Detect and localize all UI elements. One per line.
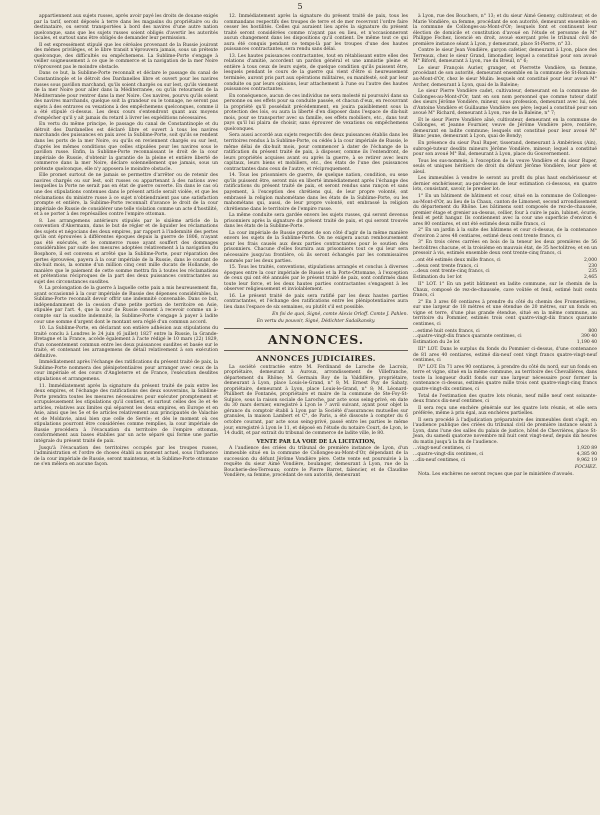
estimate-label: ...dix-neuf centimes, ci [413,457,466,463]
paragraph: 10. La Sublime-Porte, en déclarant son entière adhésion aux stipulations du traité conclu à Londres le 24 juin (6 juillet) 1827 entre la Russie, la Grande-Bretagne et la France, accède également à l'acte rédigé le 10 mars (22) 1829, d'un consentement commun entre les deux puissances susdites et basée sur le traité, et contenant les arrangemens de détail relativement à son exécution définitive. [34,326,218,359]
estimate-value: 4,385 90 [576,452,597,458]
paragraph: Immédiatement après l'échange des ratifications du présent traité de paix, la Sublime-Porte nommera des plénipotentiaires pour arranger avec ceux de la cour impériale et des cours d'Angleterre et de France, l'exécution desdites stipulations et arrangemens. [34,360,218,382]
paragraph: Le sieur François Aurier, granger, et Pierrette Vondière, sa femme, procédant de son autorité, demeurant ensemble en la commune de St-Romain-au-Mont-d'Or, chez le sieur Mulin: lesquels ont constitué pour leur avoué M° Archer, demeurant à Lyon, quai de la Baleine; [413,65,597,88]
paragraph: Il sera reçu une enchère générale sur les quatre lots réunis, et elle sera préférée, même à prix égal, aux enchères partielles. [413,405,597,417]
column-1 [34,14,218,469]
estimate-value: 800 [588,328,597,334]
paragraph: appartiennent aux sujets russes, après avoir payé les droits de douane exigés par la tarif, seront déposés à terre dans les magasins du propriétaire ou du destinataire, ou seront transportées à bord des navires d'une autre nation quelconque, sans que les sujets russes soient obligés d'avertir les autorités locales, et surtout sans être obligés de demander leur permission. [34,14,218,42]
paragraph: 11. Immédiatement après la signature du présent traité de paix entre les deux empires, et l'échange des ratifications des deux souverains, la Sublime-Porte prendra toutes les mesures nécessaires pour exécuter promptement et scrupuleusement les stipulations qu'il contient, et surtout celles des 3e et 4e articles, relatives aux limites qui séparent les deux empires, en Europe et en Asie, ainsi que les 5e et 6e articles relativement aux principautés de Valachie et de Moldavie, ainsi bien que celle de Servie; et dès le moment où ces stipulations pourront être considérées comme remplies, la cour impériale de Russie procédera à l'évacuation du territoire de l'empire ottoman, conformément aux bases établies par un acte séparé qui forme une partie intégrale du présent traité de paix. [34,383,218,445]
paragraph: II° LOT. 1° En un petit bâtiment en ladite commune, sur le chemin de la Chaux, composé de rez-de-chaussée, cave voûtée et fenil, estimé huit cents francs, ci [413,282,597,299]
estimate-label: Estimation du 1er lot [413,274,462,280]
annonces-heading: ANNONCES. [267,331,365,347]
signoff-2: En vertu du pouvoir, Signé, Dédichter Sadaïkansky. [256,318,376,324]
estimate-value: 230 [588,263,597,269]
paragraph: III° LOT. Dans le surplus du fonds du Pommier ci-dessus, d'une contenance de 81 ares 40 centiares, estimé dix-neuf cent vingt francs quatre-vingt-neuf centimes, ci [413,347,597,364]
paragraph: à Lyon, rue des Bouchers, n° 13; et du sieur Aimé Geneny, cultivateur, et de Marie Vondière, sa femme, procédant de son autorité, demeurant ensemble en la commune de Collonges-au-Mont-d'Or; lesquels font et continuent leur élection de domicile et constitution d'avoué en l'étude et personne de M° Philippe Fochez, licencié en droit, avoué exerçant près le tribunal civil de première instance séant à Lyon, y demeurant, place St-Pierre, n° 33. [413,14,597,47]
paragraph: 16. Le présent traité de paix sera ratifié par les deux hautes parties contractantes, et l'échange des ratifications entre les plénipotentiaires aura lieu dans l'espace de six semaines, ou plutôt s'il est possible. [224,293,408,310]
estimate-row [413,458,597,464]
paragraph: La cour impériale de Russie promet de son côté d'agir de la même manière envers les sujets de la Sublime-Porte. On ne exigera aucun remboursement pour les frais causés aux deux parties contractantes pour le soutien des prisonniers. Chacune d'elles fournira aux prisonniers tout ce qui leur sera nécessaire jusqu'au frontière, où ils seront échangés par les commissaires nommés par les deux parties. [224,230,408,264]
column-3 [413,14,597,478]
lot-3-4-text [413,347,597,445]
vente-parties [413,14,597,257]
paragraph: 2° En un jardin à la suite des bâtimens et cour ci-dessus, de la contenance d'environ 2 ares 48 centiares, estimé deux cent trente francs, ci [413,228,597,239]
estimate-label: ...deux cent trente-cinq francs, ci [413,269,490,275]
treaty-articles-continued [224,14,408,310]
estimate-label: ...quatre-vingt-dix francs quarante centimes, ci [413,334,522,340]
vente-heading: VENTE PAR LA VOIE DE LA LICITATION, [256,438,376,445]
estimate-value: 2,000 [583,257,597,263]
paragraph: Jusqu'à l'évacuation des territoires occupés par les troupes russes, l'administration et l'ordre de choses établi au moment actuel, sous l'influence de la cour impériale de Russie, seront maintenus, et la Sublime-Porte ottomane ne s'en mêlera en aucune façon. [34,445,218,468]
estimate-label: ...quatre-vingt-dix centimes, ci [413,452,484,458]
estimate-value: 390 40 [581,334,597,340]
estimate-row [413,275,597,281]
nota: Nota. Les enchères ne seront reçues que par le ministère d'avoués. [418,471,574,477]
vente-text: A l'audience des criées du tribunal de première instance de Lyon, d'un immeuble situé en la commune de Collonges-au-Mont-d'Or, dépendant de la succession du défunt Jérôme Vondière père. Cette vente est poursuivie à la requête du sieur Aimé Vondière, boulanger, demeurant à Lyon, rue de la Boucherie-des-Terreaux; contre le Pierre Barret, faïencier, et de Claudine Vondière, sa femme, procédant de son autorité, demeurant [224,445,408,479]
paragraph: En conséquence, aucun de ces individus ne sera molesté ni poursuivi dans sa personne ou ses effets pour sa conduite passée, et chacun d'eux, en recouvrant la propriété qu'il possédait précédemment, en jouira paisiblement sous la protection des lois, ou aura la liberté d'en disposer dans l'espace de dix-huit mois, pour se transporter avec sa famille, ses effets mobiliers, etc., dans tout pays qu'il lui plaira de choisir, sans éprouver de vexations ou empêchemens quelconques. [224,93,408,132]
paragraph: En présence du sieur Paul Ruper, tisserand, demeurant à Ambérieux (Ain), subrogé-tuteur desdits mineurs Jérôme Vondière, mineur; lequel a constitué pour son avoué M° Bal, demeurant à Lyon, place du Gouvernement. [413,141,597,158]
avoue-signature: FOCHEZ. [574,465,597,471]
lot-1-values [413,258,597,280]
divider [224,350,408,351]
paragraph: Total de l'estimation des quatre lots réunis, neuf mille neuf cent soixante-deux francs dix-neuf centimes, ci [413,393,597,405]
paragraph: 15. Tous les traités, conventions, stipulations arrangés et conclus à diverses époques entre la cour impériale de Russie et la Porte-Ottomane, à l'exception de ceux qui ont été annulés par le présent traité de paix, sont confirmés dans toute leur force, et les deux hautes parties contractantes s'engagent à les observer religieusement et inviolablement. [224,265,408,293]
estimate-value: 9,962 19 [576,457,597,463]
column-2 [224,14,408,480]
divider [224,328,408,329]
paragraph: La société contractée entre M. Ferdinand de Laroche de Lacroix, propriétaire, demeurant à Auroux, arrondissement de Villefranche, département du Rhône; M. Germain Roy de la Valdiflère, propriétaire, demeurant à Lyon, place Louis-le-Grand, n° 8; M. Ernest Puy de Sabaty, propriétaire, demeurant à Lyon, place Louis-le-Grand, n° 8; M. Léonard-Philibert de Fontanès, propriétaire et maire de la commune de Ste-Foy-St-Sulpice, sous la raison sociale de Laroche, par acte sous seing-privé, en date du 30 mars dernier, enregistré à Lyon le 7 avril suivant, ayant pour objet la gérance du comptoir établi à Lyon par la Société d'assurances mutuelles sur granules, la maison Lambert et C°, de Paris, a été dissoute à compter du 6 octobre courant, par acte sous seing-privé, passé entre les parties le même jour, enregistré à Lyon le 11, et déposé en l'étude du notaire Court, de Lyon, le 14 dudit, et par extrait du tribunal de commerce de ladite ville, le 80. [224,364,408,437]
page-number: 5 [297,2,303,11]
estimate-label: ...ont été estimés deux mille francs, ci [413,257,501,263]
estimate-label: ...deux cent trente francs, ci [413,263,479,269]
paragraph: Il est expressément stipulé que les céréales provenant de la Russie jouiront des mêmes privilèges, et le libre transit n'éprouvera jamais, sous un prétexte quelconque, des difficultés ou empêchemens. La Sublime-Porte s'engage à veiller soigneusement à ce que le commerce et la navigation de la mer Noire n'éprouvent pas le moindre obstacle. [34,42,218,70]
estimate-label: Estimation du 2e lot [413,339,460,345]
estimate-row [413,340,597,346]
judicial-notice-society [224,365,408,437]
paragraph: Elle promet surtout de ne jamais se permettre d'arrêter ou de retenir des navires chargés ou sur lest, soit russes ou appartenant à des nations avec lesquelles la Porte ne serait pas en état de guerre ouverte. En dans le cas où une des stipulations contenues dans le présent article serait violée, et que les réclamations du ministre russe à ce sujet n'obtiendraient pas une satisfaction prompte et entière, la Sublime-Porte reconnaît d'avance le droit de la cour impériale de Russie de considérer une telle violation comme un acte d'hostilité, et à se porter à des représailles contre l'empire ottoman. [34,173,218,218]
paragraph: 12. Immédiatement après la signature du présent traité de paix, tous les commandans respectifs des troupes de terre et de mer recevront l'ordre faire cesser les hostilités. Celles qui auraient lieu après la signature du présent traité seront considérées comme n'ayant pas eu lieu, et n'occasionneront aucun changement dans les dispositions qu'il contient. De même tout ce qui aura été conquis pendant ce temps-là par les troupes d'une des hautes puissances contractantes, sera rendu sans délai. [224,14,408,53]
estimate-label: ...estimé huit cents francs, ci [413,328,480,334]
paragraph: La même conduite sera gardée envers les sujets russes, qui seront devenus prisonniers après la signature du présent traité de paix, et qui seront trouvés dans les états de la Sublime-Porte. [224,213,408,230]
estimate-value: 1,190 40 [576,339,597,345]
paragraph: Contre le sieur Jean Vondière, garçon cafetier, demeurant à Lyon, place des Terreaux, chez le sieur Grand, limonadier, lequel a constitué pour son avoué M° Biford, demeurant à Lyon, rue du Breuil, n° 6; [413,48,597,65]
estimate-value: 2,465 [583,274,597,280]
paragraph: 9. La prolongation de la guerre à laquelle cette paix a mis heureusement fin, ayant occasionné à la cour impériale de Russie des dépenses considérables, la Sublime-Porte reconnaît devoir offrir une indemnité convenable. Dans ce but, indépendamment de la cession d'une petite portion de territoire en Asie, stipulée par l'art. 4, que la cour de Russie consent à recevoir comme un à-compte sur la susdite indemnité, la Sublime-Porte s'engage à payer à ladite cour une somme d'argent dont le montant sera réglé d'un commun accord. [34,286,218,325]
paragraph: 2° En 3 ares 60 centiares à prendre du côté du chemin des Fromentières, sur une largeur de 18 mètres et une étendue de 20 mètres, sur un fonds en vigne et terre, d'une plus grande étendue, situé en la même commune, au territoire du Pommier, estimés trois cent quatre-vingt-dix francs quarante centimes, ci [413,299,597,327]
signoff-1: En foi de quoi, Signé, comte Alexis Orloff. Comte J. Pahlen. [272,312,408,318]
paragraph: Et le sieur Pierre Vondière aîné, cultivateur, demeurant en la commune de Collonges, et Jeanne Fournier, veuve de Jérôme Vondière père, rentière, demeurant en ladite commune; lesquels ont constitué pour leur avoué M° Blanc jeune, demeurant à Lyon, quai de Bondy; [413,117,597,140]
paragraph: Les immeubles à vendre le seront au profit du plus haut enchérisseur et dernier enchérisseur, au-par-dessus de leur estimation ci-dessous, en quatre lots, consistant, savoir, le premier lot: [413,176,597,193]
paragraph: 14. Tous les prisonniers de guerre, de quelque nation, condition, ou sexe qu'ils puissent être, seront mis en liberté immédiatement après l'échange des ratifications du présent traité de paix, et seront rendus sans rançon et sans payement, à l'exception des chrétiens qui, de leur propre volonté, ont embrassé la religion mahométane dans les états de la Sublime-Porte, ou les mahométans qui, aussi, de leur propre volonté, ont embrassé la religion chrétienne dans le territoire de l'empire russe. [224,173,408,212]
paragraph: En vertu du même principe, le passage du canal de Constantinople et du détroit des Dardanelles est déclaré libre et ouvert à tous les navires marchands des puissances en paix avec la Sublime-Porte, soit qu'ils se rendent dans les ports de la mer Noire, ou qu'ils en reviennent chargés ou sur lest, d'après les mêmes conditions que celles stipulées pour les navires sous le pavillon russe. Enfin, la Sublime-Porte reconnaissant le droit de la cour impériale de Russie, d'obtenir la garantie de la pleine et entière liberté de commerce dans la mer Noire, déclare solennellement que jamais, sous un prétexte quelconque, elle n'y apposera le moindre obstacle. [34,122,218,172]
paragraph: IV° LOT. En 71 ares 90 centiares, à prendre du côté du nord, sur un fonds en terre et vigne, situé en la même commune, au territoire des Chevallières, dans toute la longueur dudit fonds sur une largeur nécessaire pour former la contenance ci-dessus, estimés quatre mille trois cent quatre-vingt-cinq francs quatre-vingt-dix centimes, ci [413,364,597,392]
paragraph: 13. Les hautes puissances contractantes, tout en rétablissant entre elles des relations d'amitié, accordent un pardon général et une amnistie pleine et entière à tous ceux de leurs sujets, de quelque condition qu'ils puissent être, lesquels pendant le cours de la guerre qui vient d'être si heureusement terminée, auront pris part aux opérations militaires, ou manifesté, soit par leur conduite ou par leurs opinions, leur attachement à l'une ou l'autre des hautes puissances contractantes. [224,53,408,93]
paragraph: Tous les sus-nommés, à l'exception de la veuve Vondière et du sieur Ruper, seuls et uniques héritiers de droit du défunt Jérôme Vondière, leur père et aïeul. [413,158,597,175]
lot-2-values [413,329,597,346]
paragraph: 3° En trois cères carrées en bois de la teneur les deux premières de 56 hectolitres chacune, et la troisième en mauvais état, de 35 hectolitres; et en un pressoir à vis, estimés ensemble deux cent trente-cinq francs, ci [413,240,597,257]
estimate-label: ...vingt-neuf centimes, ci [413,446,470,452]
paragraph: Dans ce but, la Sublime-Porte reconnaît et déclare le passage du canal de Constantinople et le détroit des Dardanelles libre et ouvert pour les navires russes sous pavillon marchand, qu'ils soient chargés ou sur lest, qu'ils viennent de la mer Noire pour aller dans la Méditerranée, ou qu'ils retournent de la Méditerranée pour rentrer dans la mer Noire. Ces navires, pourvu qu'ils soient des navires marchands, quelque soit la grandeur ou le tonnage, ne seront pas sujets à des entraves ou vexations à des empêchemens quelconques, comme il a été stipulé ci-dessus. Les deux cours s'entendront quant aux moyens d'empêcher qu'il y ait jamais du retard à livrer les expéditions nécessaires. [34,71,218,121]
paragraph: 8. Les arrangemens antérieurs stipulés par le sixième article de la convention d'Akermann, dans le but de régler et de liquider les réclamations des sujets et négocians des deux empires, par rapport à l'indemnité des pertes qu'ils ont éprouvées à différentes époques depuis la guerre de 1806, n'ayant pas été exécutés, et le commerce russe ayant souffert des dommages considérables par suite des mesures adoptées relativement à la navigation du Bosphore, il est convenu et arrêté que la Sublime-Porte, pour réparation des pertes éprouvées, payera à la cour impériale de la Russie, dans le courant de dix-huit mois, la somme d'un million cinq cent mille ducats de Hollande, de manière que le paiement de cette somme mettra fin à toutes les réclamations et prétentions réciproques de la part des deux puissances contractantes au sujet des circonstances susdites. [34,218,218,285]
lot-3-4-values [413,446,597,463]
paragraph: 1° En un bâtiment de bâtiment et cour, situé en la commune de Collonges-au-Mont-d'Or, au lieu de la Chaux, canton de Limonest, second arrondissement du département du Rhône. Les bâtimens sont composés de rez-de-chaussée, premier étage et grenier au-dessus, cellier, four à cuire le pain, lubinet, écurie, fenil et petit hangar. Ils contiennent avec la cour une superficie d'environ 4 ares 80 centiares, et ont été estimés deux mille francs, ci [413,193,597,227]
paragraph: Il sera procédé à l'adjudication préparatoire des immeubles dont s'agit, en l'audience publique des criées du tribunal civil de première instance séant à Lyon, dans l'une des salles du palais de justice, hôtel de Chevrières, place St-Jean, du samedi quatorze novembre mil huit cent vingt-neuf, depuis dix heures du matin jusqu'à la fin de l'audience. [413,417,597,445]
paragraph: Sera aussi accordé aux sujets respectifs des deux puissances établis dans les territoires rendus à la Sublime-Porte, ou cédés à la cour impériale de Russie, le même délai de dix-huit mois, pour commencer à dater de l'échange de la ratification du présent traité de paix, à disposer, comme ils l'entendront, de leurs propriétés acquises avant ou après la guerre, à se retirer avec leurs capitaux, leurs biens et mobiliers, etc., des états de l'une des puissances contractantes dans ceux de l'autre, et réciproquement. [224,133,408,172]
paragraph: Le sieur Pierre Vondière cadet, cultivateur, demeurant en la commune de Collonges-au-Mont-d'Or, tant en son nom personnel que comme tuteur datif des sieurs Jérôme Vondière, mineur, sous profession, demeurant avec lui, nés d'Antoine Vondière et Guillaume Vondière ses père; lequel a constitué pour son avoué M° Richard, demeurant à Lyon, rue de la Baleine, n° 7; [413,89,597,117]
estimate-value: 235 [588,269,597,275]
lot-2-text [413,282,597,327]
annonces-judiciaires-heading: ANNONCES JUDICIAIRES. [256,353,376,363]
estimate-value: 1,920 89 [576,446,597,452]
